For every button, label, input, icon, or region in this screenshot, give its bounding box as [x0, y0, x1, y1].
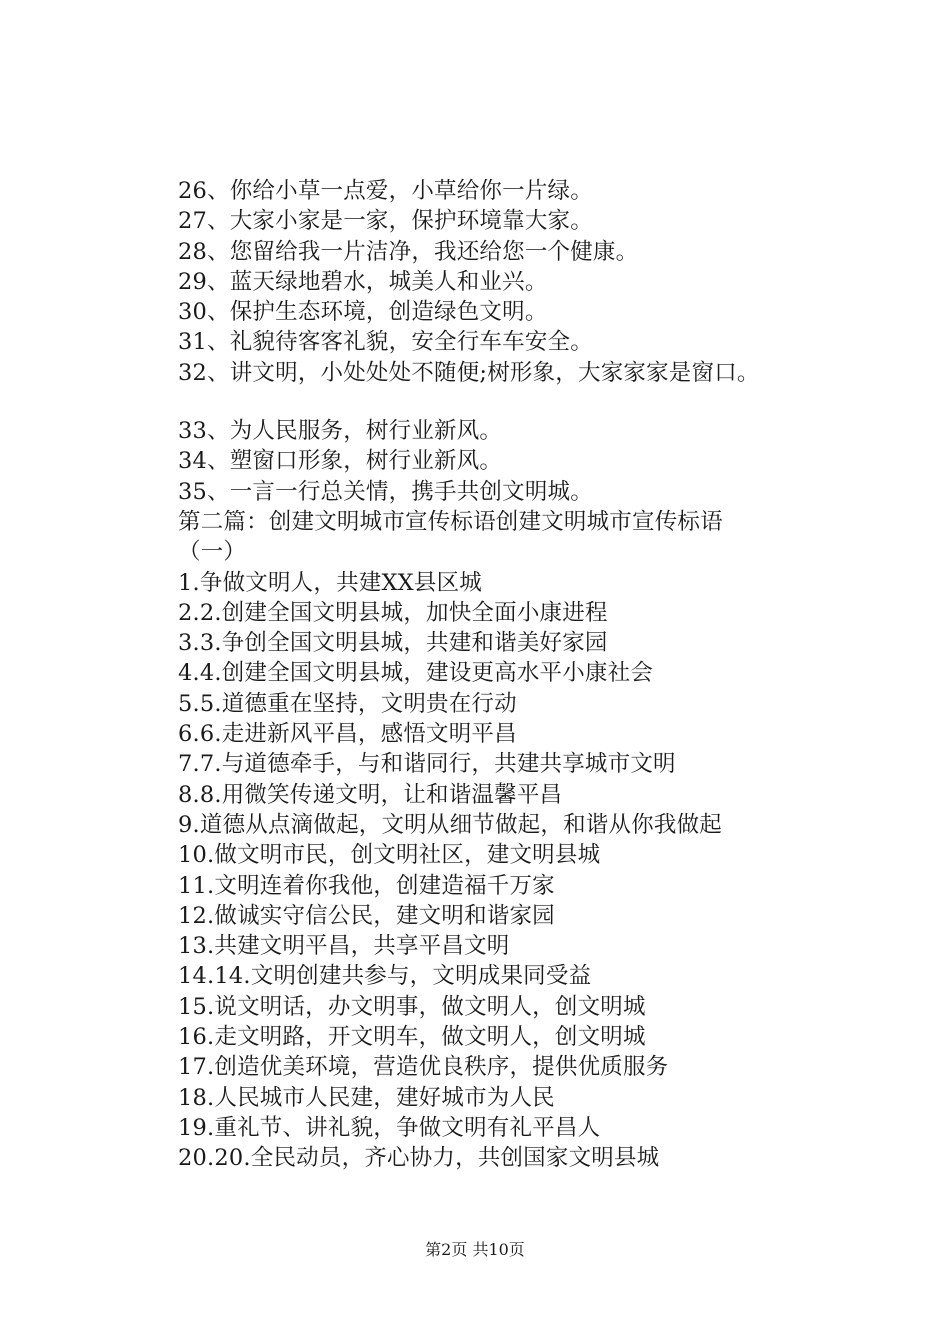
list-item: 31、礼貌待客客礼貌，安全行车车安全。: [178, 329, 593, 356]
page-number: 第2页 共10页: [425, 1240, 525, 1259]
list-item: 11.文明连着你我他，创建造福千万家: [178, 872, 555, 899]
list-item: 35、一言一行总关情，携手共创文明城。: [178, 478, 593, 505]
list-item: 10.做文明市民，创文明社区，建文明县城: [178, 842, 601, 869]
list-item: 33、为人民服务，树行业新风。: [178, 418, 503, 445]
document-body: [178, 176, 838, 1174]
list-item: 34、塑窗口形象，树行业新风。: [178, 448, 503, 475]
paragraph-gap: [178, 388, 838, 416]
list-item: 26、你给小草一点爱，小草给你一片绿。: [178, 178, 593, 204]
list-item: 20.20.全民动员，齐心协力，共创国家文明县城: [178, 1145, 660, 1172]
slogan-list-section-two: [178, 568, 838, 1174]
list-item: 9.道德从点滴做起，文明从细节做起，和谐从你我做起: [178, 811, 722, 838]
list-item: 7.7.与道德牵手，与和谐同行，共建共享城市文明: [178, 751, 676, 778]
list-item: 14.14.文明创建共参与，文明成果同受益: [178, 963, 592, 990]
list-item: 28、您留给我一片洁净，我还给您一个健康。: [178, 238, 639, 265]
list-item: 5.5.道德重在坚持，文明贵在行动: [178, 690, 517, 717]
page-footer: [0, 1240, 950, 1260]
section-title-continuation: （一）: [178, 539, 247, 566]
list-item: 15.说文明话，办文明事，做文明人，创文明城: [178, 993, 646, 1020]
list-item: 27、大家小家是一家，保护环境靠大家。: [178, 208, 593, 235]
list-item: 30、保护生态环境，创造绿色文明。: [178, 299, 548, 326]
list-item: 13.共建文明平昌，共享平昌文明: [178, 933, 510, 960]
list-item: 29、蓝天绿地碧水，城美人和业兴。: [178, 268, 548, 295]
list-item: 32、讲文明，小处处处不随便;树形象，大家家家是窗口。: [178, 359, 760, 386]
list-item: 12.做诚实守信公民，建文明和谐家园: [178, 902, 555, 929]
list-item: 8.8.用微笑传递文明，让和谐温馨平昌: [178, 781, 563, 808]
section-title: 第二篇：创建文明城市宣传标语创建文明城市宣传标语: [178, 508, 723, 535]
list-item: 6.6.走进新风平昌，感悟文明平昌: [178, 721, 517, 748]
list-item: 1.争做文明人，共建XX县区城: [178, 569, 483, 596]
list-item: 18.人民城市人民建，建好城市为人民: [178, 1084, 555, 1111]
list-item: 19.重礼节、讲礼貌，争做文明有礼平昌人: [178, 1114, 601, 1141]
list-item: 16.走文明路，开文明车，做文明人，创文明城: [178, 1024, 646, 1051]
slogan-list-part-one: [178, 176, 838, 388]
list-item: 3.3.争创全国文明县城，共建和谐美好家园: [178, 630, 608, 657]
list-item: 2.2.创建全国文明县城，加快全面小康进程: [178, 599, 608, 626]
slogan-list-part-two: [178, 416, 838, 507]
list-item: 17.创造优美环境，营造优良秩序，提供优质服务: [178, 1054, 669, 1081]
list-item: 4.4.创建全国文明县城，建设更高水平小康社会: [178, 660, 654, 687]
